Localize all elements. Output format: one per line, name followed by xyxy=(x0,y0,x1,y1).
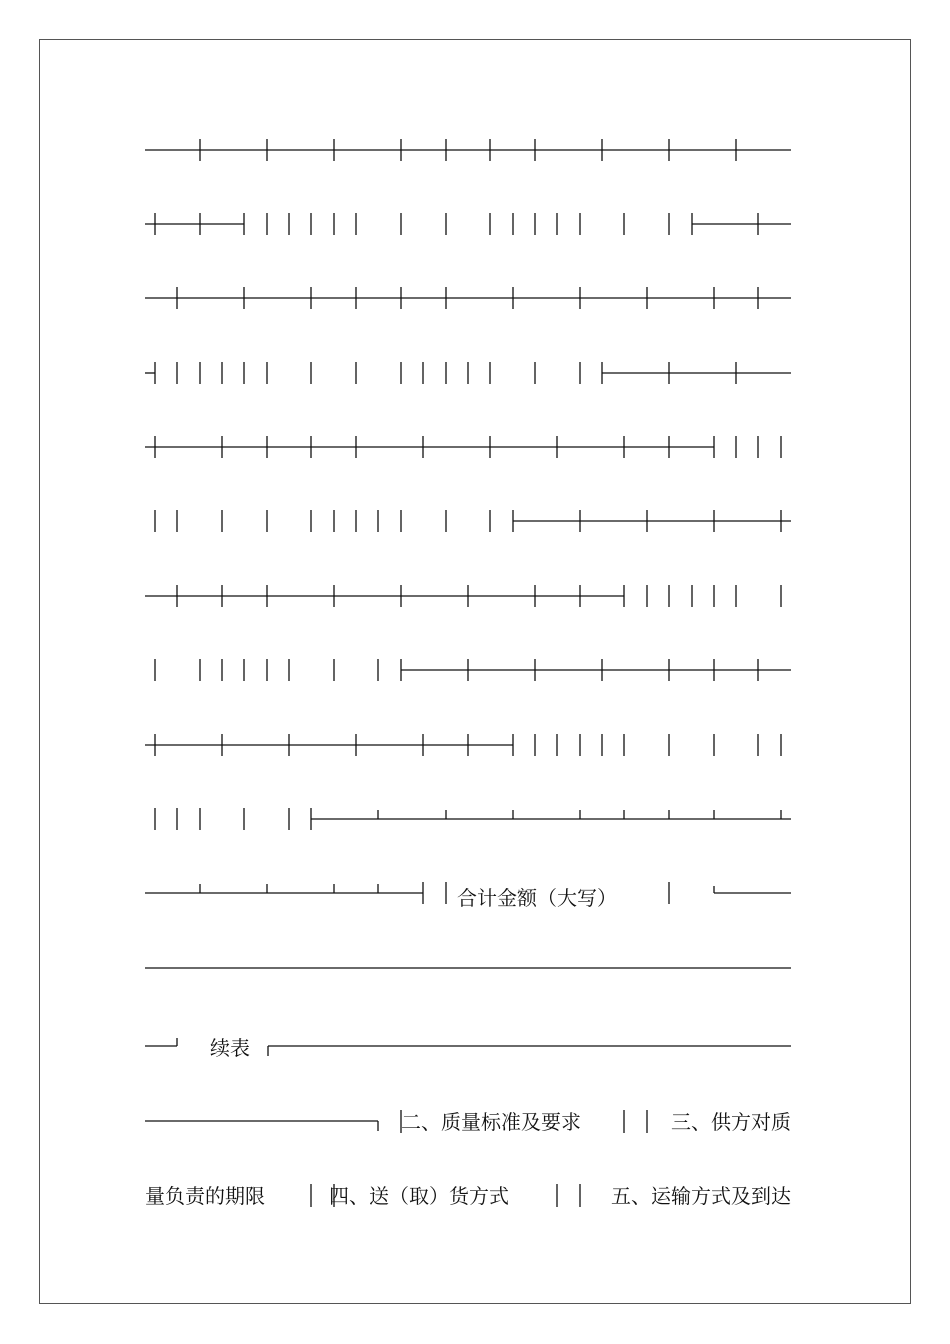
section-line-3-4-5 xyxy=(145,1184,791,1208)
section-3-heading-part1: 三、供方对质 xyxy=(671,1110,791,1134)
section-5-heading: 五、运输方式及到达 xyxy=(611,1184,791,1208)
section-2-heading: 二、质量标准及要求 xyxy=(401,1110,581,1134)
total-amount-label: 合计金额（大写） xyxy=(457,886,617,910)
section-4-heading: 四、送（取）货方式 xyxy=(329,1184,509,1208)
section-line-2-3 xyxy=(145,1110,791,1134)
continued-table-label: 续表 xyxy=(210,1036,250,1060)
section-3-heading-part2: 量负责的期限 xyxy=(145,1184,265,1208)
